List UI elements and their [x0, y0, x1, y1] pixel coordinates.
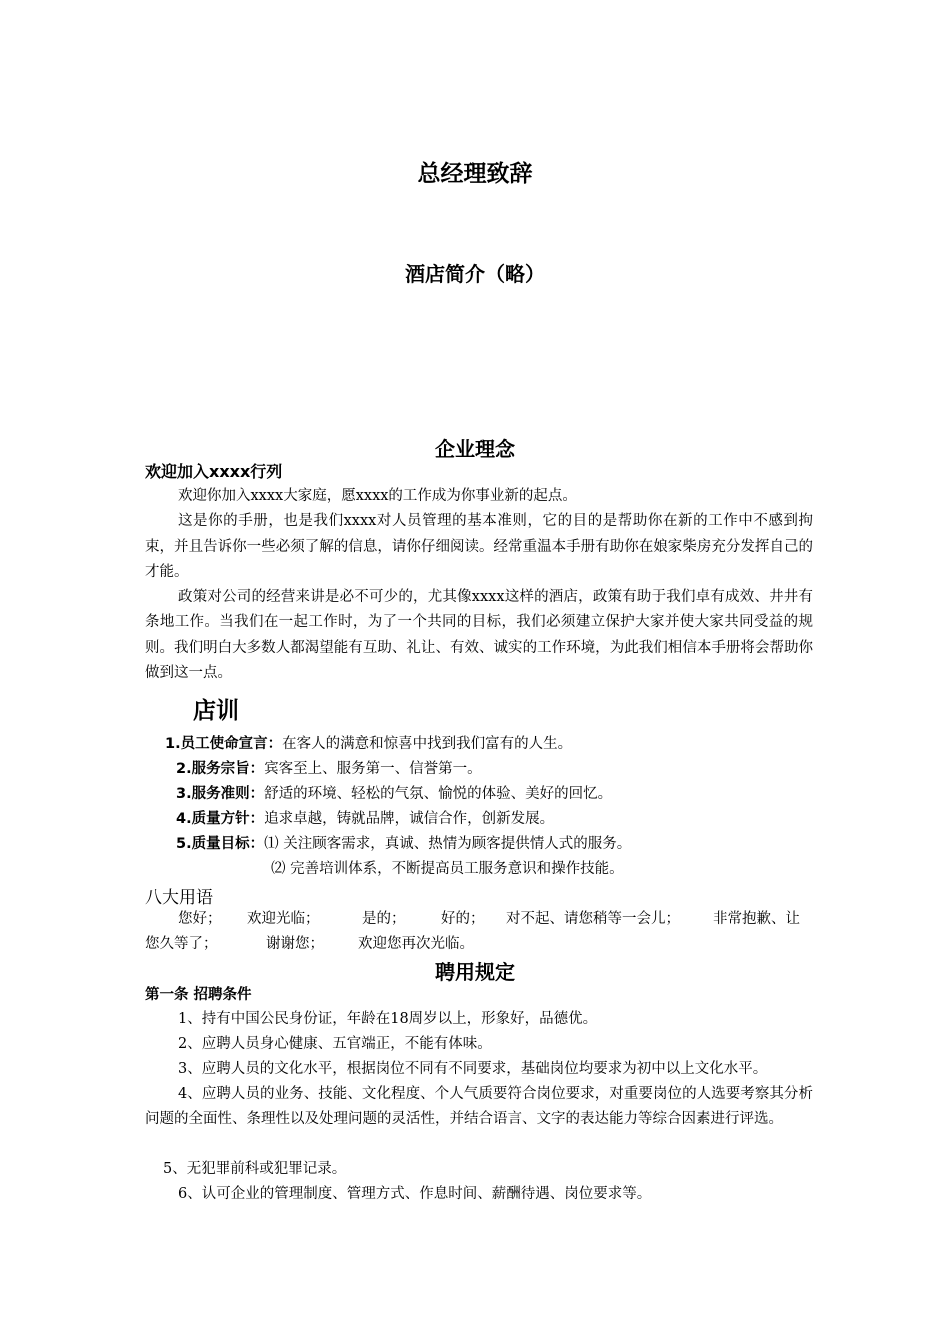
- motto-item-label: 3.服务准则：: [176, 786, 265, 802]
- motto-item-2: [176, 757, 482, 782]
- hiring-item-4: 4、应聘人员的业务、技能、文化程度、个人气质要符合岗位要求，对重要岗位的人选要考察其分析问题的全面性、条理性以及处理问题的灵活性，并结合语言、文字的表达能力等综合因素进行评选。: [145, 1086, 813, 1127]
- philosophy-paragraph-2: 这是你的手册，也是我们xxxx对人员管理的基本准则，它的目的是帮助你在新的工作中不感到拘束，并且告诉你一些必须了解的信息，请你仔细阅读。经常重温本手册有助你在娘家柴房充分发挥自己的才能。: [145, 513, 813, 580]
- phrase-6-cont: 您久等了；: [145, 936, 218, 952]
- motto-item-label: 4.质量方针：: [176, 811, 265, 827]
- phrase-7: 谢谢您；: [266, 936, 324, 952]
- heading-motto: 店训: [193, 698, 239, 724]
- hiring-article-1: 第一条 招聘条件: [145, 987, 252, 1003]
- philosophy-paragraph-3: 政策对公司的经营来讲是必不可少的，尤其像xxxx这样的酒店，政策有助于我们卓有成效、井井有条地工作。当我们在一起工作时，为了一个共同的目标，我们必须建立保护大家并使大家共同受益的规则。我们明白大多数人都渴望能有互助、礼让、有效、诚实的工作环境，为此我们相信本手册将会帮助你做到这一点。: [145, 589, 813, 682]
- motto-item-text: ⑴ 关注顾客需求，真诚、热情为顾客提供情人式的服务。: [264, 836, 632, 852]
- hiring-item-6: 6、认可企业的管理制度、管理方式、作息时间、薪酬待遇、岗位要求等。: [178, 1186, 652, 1202]
- philosophy-subheading: 欢迎加入xxxx行列: [145, 462, 283, 481]
- motto-item-text: 追求卓越，铸就品牌，诚信合作，创新发展。: [264, 811, 555, 827]
- motto-item-5-line-2: ⑵ 完善培训体系，不断提高员工服务意识和操作技能。: [271, 861, 624, 877]
- phrase-4: 好的；: [441, 911, 485, 927]
- philosophy-paragraph-1: 欢迎你加入xxxx大家庭，愿xxxx的工作成为你事业新的起点。: [178, 488, 577, 504]
- philosophy-body: [145, 484, 813, 686]
- motto-item-text: 宾客至上、服务第一、信誉第一。: [264, 761, 482, 777]
- hiring-item-2: 2、应聘人员身心健康、五官端正，不能有体味。: [178, 1036, 492, 1052]
- phrase-8: 欢迎您再次光临。: [358, 936, 474, 952]
- hiring-item-4-block: [145, 1082, 813, 1132]
- phrase-5: 对不起、请您稍等一会儿；: [506, 911, 680, 927]
- heading-phrases: 八大用语: [145, 888, 213, 908]
- motto-item-3: [176, 782, 612, 807]
- motto-item-text: 在客人的满意和惊喜中找到我们富有的人生。: [282, 736, 573, 752]
- hiring-item-1: 1、持有中国公民身份证，年龄在18周岁以上，形象好，品德优。: [178, 1011, 598, 1027]
- heading-hiring: 聘用规定: [435, 960, 515, 984]
- motto-item-text: 舒适的环境、轻松的气氛、愉悦的体验、美好的回忆。: [264, 786, 613, 802]
- hiring-item-3: 3、应聘人员的文化水平，根据岗位不同有不同要求，基础岗位均要求为初中以上文化水平。: [178, 1061, 768, 1077]
- motto-item-label: 1.员工使命宣言：: [165, 736, 283, 752]
- heading-philosophy: 企业理念: [435, 437, 515, 461]
- motto-item-label: 5.质量目标：: [176, 836, 265, 852]
- motto-item-4: [176, 807, 554, 832]
- motto-item-label: 2.服务宗旨：: [176, 761, 265, 777]
- phrase-2: 欢迎光临；: [247, 911, 320, 927]
- motto-item-5: [176, 832, 631, 857]
- phrase-1: 您好；: [178, 911, 222, 927]
- phrase-3: 是的；: [362, 911, 406, 927]
- motto-item-1: [165, 732, 572, 757]
- hiring-item-5: 5、无犯罪前科或犯罪记录。: [163, 1161, 347, 1177]
- heading-hotel-intro: 酒店简介（略）: [405, 262, 545, 286]
- phrase-6: 非常抱歉、让: [713, 911, 800, 927]
- heading-gm-speech: 总经理致辞: [417, 161, 533, 187]
